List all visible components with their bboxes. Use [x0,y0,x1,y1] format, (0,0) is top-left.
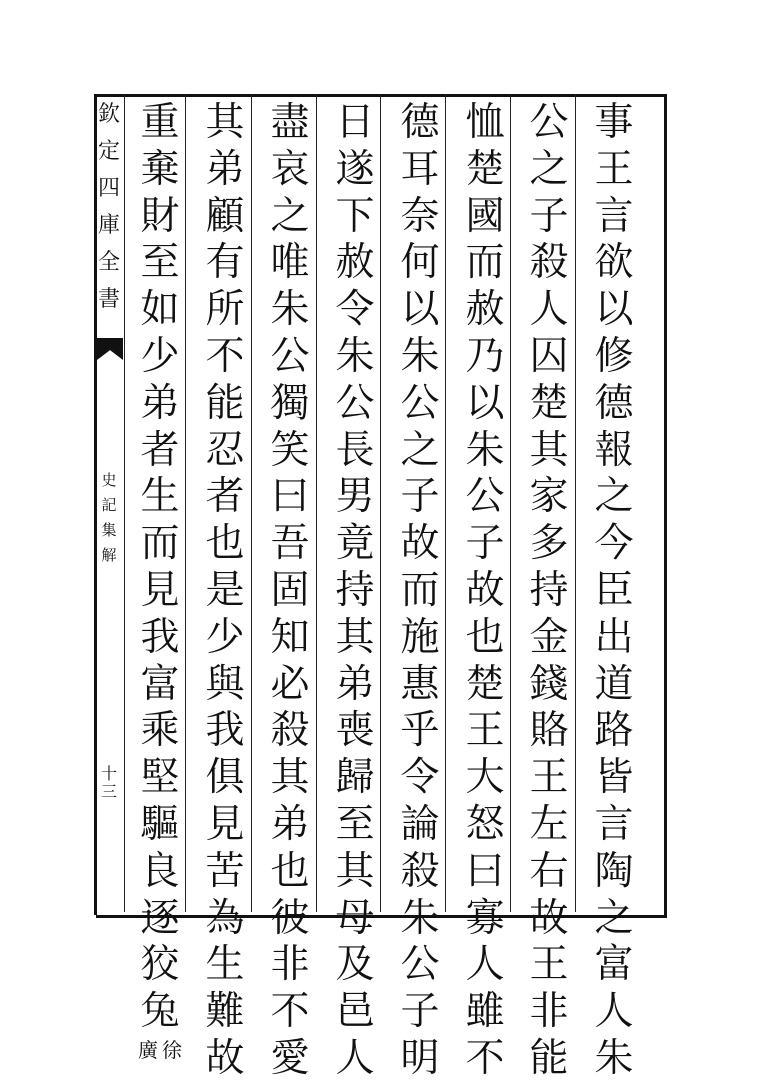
text-char: 公 [465,474,505,520]
text-char: 論 [400,801,440,847]
text-char: 俱 [205,755,245,801]
text-char: 長 [335,427,375,473]
text-char: 乎 [400,708,440,754]
text-char: 及 [335,942,375,988]
text-char: 施 [400,614,440,660]
text-char: 之 [400,427,440,473]
text-char: 驅 [140,801,180,847]
text-char: 以 [594,287,634,333]
text-char: 公 [270,333,310,379]
column-divider [251,94,252,912]
text-column [264,100,316,1081]
page-number: 十三 [100,764,117,801]
text-char: 必 [270,661,310,707]
text-char: 而 [400,567,440,613]
text-char: 王 [594,146,634,192]
text-char: 乃 [465,333,505,379]
text-char: 子 [400,989,440,1035]
text-char: 弟 [270,801,310,847]
annotation-note [138,1038,182,1062]
text-char: 也 [465,614,505,660]
text-char: 左 [529,801,569,847]
text-char: 囚 [529,333,569,379]
text-char: 以 [400,287,440,333]
text-char: 曰 [270,474,310,520]
text-char: 顧 [205,193,245,239]
text-char: 赦 [335,240,375,286]
text-char: 金 [529,614,569,660]
text-char: 耳 [400,146,440,192]
text-char: 故 [205,1035,245,1081]
text-char: 也 [270,848,310,894]
margin-char: 全 [97,250,120,275]
text-char: 路 [594,708,634,754]
text-char: 哀 [270,146,310,192]
text-column [199,100,251,1081]
text-char: 唯 [270,240,310,286]
text-char: 王 [465,708,505,754]
text-char: 多 [529,521,569,567]
text-char: 右 [529,848,569,894]
text-char: 公 [400,942,440,988]
text-char: 公 [529,100,569,145]
text-char: 殺 [270,708,310,754]
text-char: 故 [529,895,569,941]
text-char: 生 [140,474,180,520]
text-char: 財 [140,193,180,239]
text-char: 怒 [465,801,505,847]
margin-column-divider [124,94,125,912]
text-char: 乘 [140,708,180,754]
text-char: 其 [335,614,375,660]
text-char: 人 [335,1035,375,1081]
text-char: 遂 [335,146,375,192]
text-char: 也 [205,521,245,567]
text-char: 見 [205,801,245,847]
text-char: 吾 [270,521,310,567]
text-char: 下 [335,193,375,239]
text-char: 故 [400,521,440,567]
text-char: 之 [594,895,634,941]
text-char: 是 [205,567,245,613]
text-char: 持 [335,567,375,613]
margin-title-char: 解 [101,546,117,564]
text-char: 賂 [529,708,569,754]
text-char: 德 [400,100,440,145]
column-divider [316,94,317,912]
text-char: 道 [594,661,634,707]
text-char: 見 [140,567,180,613]
margin-char: 書 [97,287,120,312]
text-char: 奈 [400,193,440,239]
margin-title-char: 集 [101,521,117,539]
text-char: 笑 [270,427,310,473]
text-char: 固 [270,567,310,613]
text-char: 者 [140,427,180,473]
text-char: 歸 [335,755,375,801]
text-char: 子 [465,521,505,567]
text-char: 日 [335,100,375,145]
margin-char: 定 [97,139,120,164]
text-char: 獨 [270,380,310,426]
text-char: 大 [465,755,505,801]
text-char: 盡 [270,100,310,145]
text-char: 令 [335,287,375,333]
text-column [459,100,511,1081]
text-char: 其 [270,755,310,801]
text-char: 國 [465,193,505,239]
text-column [523,100,575,1081]
text-char: 事 [594,100,634,145]
text-char: 雖 [465,989,505,1035]
text-char: 堅 [140,755,180,801]
text-char: 曰 [465,848,505,894]
text-char: 我 [205,708,245,754]
text-char: 報 [594,427,634,473]
annotation-char: 徐 [162,1037,182,1062]
text-char: 令 [400,755,440,801]
text-char: 子 [400,474,440,520]
text-char: 而 [140,521,180,567]
text-char: 以 [465,380,505,426]
text-char: 人 [465,942,505,988]
text-char: 棄 [140,146,180,192]
text-char: 逐 [140,895,180,941]
text-char: 言 [594,193,634,239]
margin-title-char: 記 [101,496,117,514]
margin-char: 庫 [97,213,120,238]
text-char: 王 [529,755,569,801]
text-char: 所 [205,287,245,333]
text-char: 赦 [465,287,505,333]
text-char: 之 [270,193,310,239]
text-char: 喪 [335,708,375,754]
text-char: 公 [335,380,375,426]
annotation-char: 廣 [138,1037,158,1062]
text-char: 人 [529,287,569,333]
text-char: 至 [335,801,375,847]
text-char: 而 [465,240,505,286]
text-char: 與 [205,661,245,707]
text-char: 出 [594,614,634,660]
text-char: 愛 [270,1035,310,1081]
text-char: 其 [335,848,375,894]
text-char: 我 [140,614,180,660]
text-char: 子 [529,193,569,239]
text-char: 生 [205,942,245,988]
text-char: 修 [594,333,634,379]
text-char: 為 [205,895,245,941]
text-column [394,100,446,1081]
text-char: 朱 [465,427,505,473]
text-char: 其 [529,427,569,473]
text-char: 不 [465,1035,505,1081]
text-char: 少 [140,333,180,379]
text-char: 德 [594,380,634,426]
text-char: 錢 [529,661,569,707]
text-char: 重 [140,100,180,145]
text-char: 狡 [140,942,180,988]
text-char: 非 [270,942,310,988]
text-char: 非 [529,989,569,1035]
text-char: 朱 [335,333,375,379]
text-char: 竟 [335,521,375,567]
text-char: 朱 [270,287,310,333]
text-char: 惠 [400,661,440,707]
text-char: 有 [205,240,245,286]
text-char: 少 [205,614,245,660]
text-char: 之 [594,474,634,520]
text-char: 公 [400,380,440,426]
margin-char: 四 [97,176,120,201]
text-char: 寡 [465,895,505,941]
margin-book-title [97,468,121,568]
text-char: 能 [205,380,245,426]
margin-title-char: 史 [101,471,117,489]
text-char: 能 [529,1035,569,1081]
text-char: 知 [270,614,310,660]
text-char: 殺 [529,240,569,286]
text-char: 人 [594,989,634,1035]
column-divider [575,94,576,912]
text-char: 弟 [335,661,375,707]
text-char: 其 [205,100,245,145]
text-char: 彼 [270,895,310,941]
text-char: 朱 [400,895,440,941]
text-char: 者 [205,474,245,520]
text-char: 男 [335,474,375,520]
text-char: 今 [594,521,634,567]
frame-right-border [664,94,667,915]
text-char: 皆 [594,755,634,801]
text-char: 至 [140,240,180,286]
text-char: 言 [594,801,634,847]
text-char: 弟 [140,380,180,426]
text-char: 富 [140,661,180,707]
margin-char: 欽 [97,102,120,127]
text-char: 殺 [400,848,440,894]
margin-collection-title [97,96,121,336]
text-char: 難 [205,989,245,1035]
text-char: 朱 [400,333,440,379]
text-char: 不 [270,989,310,1035]
text-column [134,100,186,1062]
text-char: 不 [205,333,245,379]
text-char: 良 [140,848,180,894]
text-char: 如 [140,287,180,333]
text-char: 欲 [594,240,634,286]
text-char: 楚 [529,380,569,426]
text-char: 楚 [465,146,505,192]
text-char: 王 [529,942,569,988]
text-char: 楚 [465,661,505,707]
text-column [329,100,381,1081]
text-char: 持 [529,567,569,613]
text-char: 陶 [594,848,634,894]
text-char: 臣 [594,567,634,613]
text-char: 富 [594,942,634,988]
text-char: 恤 [465,100,505,145]
text-char: 之 [529,146,569,192]
text-char: 忍 [205,427,245,473]
text-column [588,100,640,1081]
text-char: 朱 [594,1035,634,1081]
text-char: 苦 [205,848,245,894]
text-char: 兔 [140,989,180,1035]
text-char: 弟 [205,146,245,192]
text-char: 何 [400,240,440,286]
text-char: 故 [465,567,505,613]
text-char: 家 [529,474,569,520]
text-char: 母 [335,895,375,941]
text-char: 邑 [335,989,375,1035]
text-char: 明 [400,1035,440,1081]
